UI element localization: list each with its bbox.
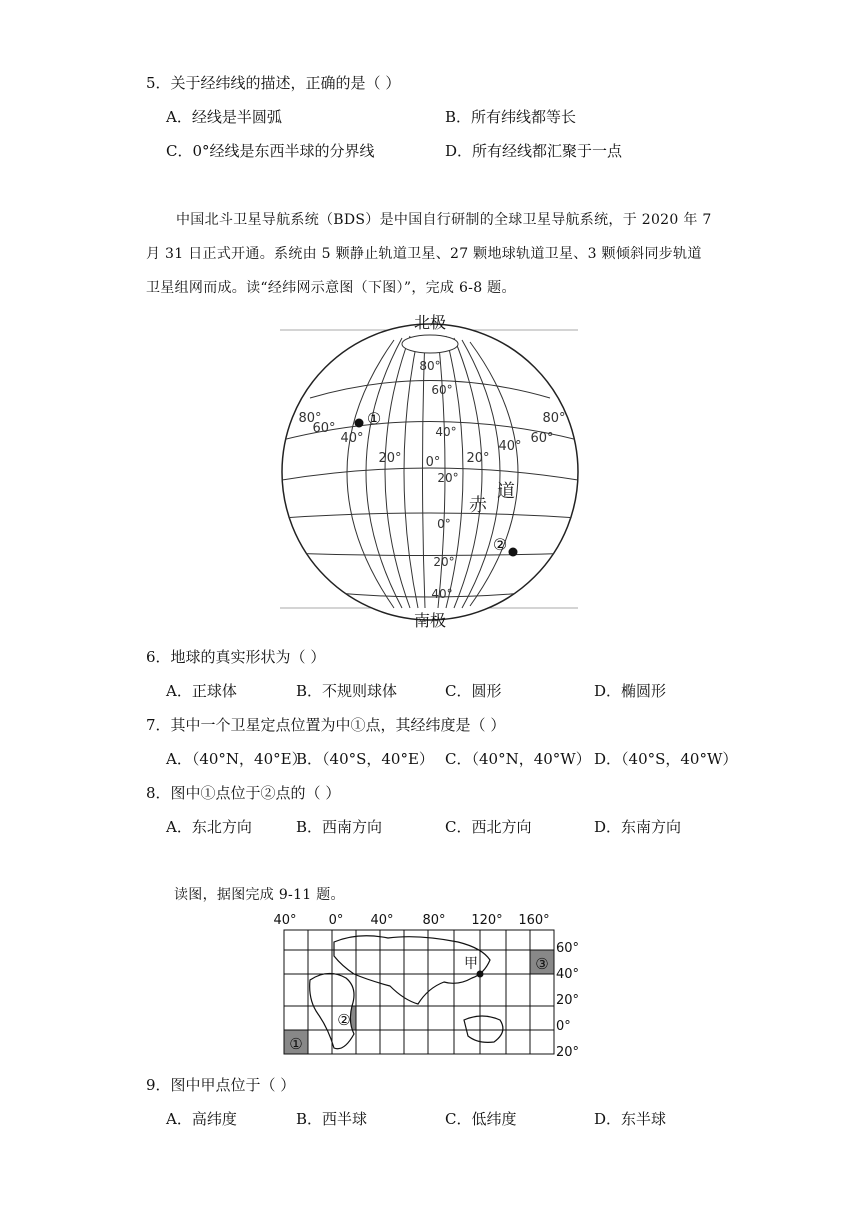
map-lon-label: 160°	[518, 913, 550, 928]
lat-label: 20°	[437, 471, 459, 485]
q7-option-d: D．（40°S，40°W）	[594, 750, 738, 768]
map-lat-label: 20°	[556, 993, 580, 1008]
q9-option-c: C．低纬度	[445, 1110, 517, 1128]
q8-option-b: B．西南方向	[296, 818, 383, 836]
south-pole-label: 南极	[413, 611, 447, 630]
passage-1-line-2: 月 31 日正式开通。系统由 5 颗静止轨道卫星、27 颗地球轨道卫星、3 颗倾斜同步轨道	[146, 246, 702, 262]
question-8-stem: 8．图中①点位于②点的（ ）	[146, 784, 341, 802]
question-6-stem: 6．地球的真实形状为（ ）	[146, 648, 326, 666]
equator-label-char: 道	[497, 481, 515, 502]
cell-3-label: ③	[535, 955, 549, 973]
map-lat-label: 40°	[556, 967, 580, 982]
passage-1-line-3: 卫星组网而成。读“经纬网示意图（下图）”，完成 6-8 题。	[146, 280, 516, 296]
q7-option-a: A．（40°N，40°E）	[166, 750, 307, 768]
map-lon-label: 40°	[370, 913, 394, 928]
q6-option-a: A．正球体	[166, 682, 237, 700]
point-1-label: ①	[366, 409, 382, 428]
lat-label: 40°	[431, 587, 453, 601]
lat-label: 60°	[431, 383, 453, 397]
equator-label-char: 赤	[469, 495, 487, 516]
cell-1-label: ①	[289, 1035, 303, 1053]
map-lon-label: 0°	[328, 913, 344, 928]
point-jia-label: 甲	[464, 956, 478, 972]
lon-label-east: 20°	[466, 451, 490, 466]
lon-label-east: 40°	[498, 439, 522, 454]
q9-option-a: A．高纬度	[166, 1110, 237, 1128]
q7-option-b: B．（40°S，40°E）	[296, 750, 434, 768]
map-lat-label: 20°	[556, 1045, 580, 1060]
point-2-marker	[509, 548, 518, 557]
world-grid-map-figure	[268, 908, 588, 1064]
passage-2: 读图，据图完成 9-11 题。	[174, 887, 345, 903]
passage-1-line-1: 中国北斗卫星导航系统（BDS）是中国自行研制的全球卫星导航系统，于 2020 年 7	[176, 212, 712, 228]
lon-label-west: 80°	[298, 411, 322, 426]
q9-option-d: D．东半球	[594, 1110, 667, 1128]
map-lat-label: 60°	[556, 941, 580, 956]
map-lon-label: 120°	[471, 913, 503, 928]
question-9-stem: 9．图中甲点位于（ ）	[146, 1076, 296, 1094]
lon-label-west: 20°	[378, 451, 402, 466]
map-lon-label: 80°	[422, 913, 446, 928]
q5-option-d: D．所有经线都汇聚于一点	[445, 142, 623, 160]
q5-option-a: A．经线是半圆弧	[166, 108, 282, 126]
point-1-marker	[355, 419, 364, 428]
lon-label-west: 40°	[340, 431, 364, 446]
lon-label-west: 60°	[312, 421, 336, 436]
australia-shape	[464, 1016, 503, 1042]
north-pole-label: 北极	[413, 313, 447, 332]
q8-option-d: D．东南方向	[594, 818, 682, 836]
q8-option-c: C．西北方向	[445, 818, 532, 836]
lat-label: 0°	[437, 517, 451, 531]
q6-option-b: B．不规则球体	[296, 682, 398, 700]
q8-option-a: A．东北方向	[166, 818, 252, 836]
lon-label-east: 80°	[542, 411, 566, 426]
q5-option-b: B．所有纬线都等长	[445, 108, 577, 126]
graticule-globe-figure	[270, 308, 590, 636]
map-lat-label: 0°	[556, 1019, 571, 1034]
q5-option-c: C．0°经线是东西半球的分界线	[166, 142, 375, 160]
cell-2-label: ②	[337, 1011, 351, 1029]
question-7-stem: 7．其中一个卫星定点位置为中①点，其经纬度是（ ）	[146, 716, 506, 734]
question-5-stem: 5．关于经纬线的描述，正确的是（ ）	[146, 74, 401, 92]
lat-label: 80°	[419, 359, 441, 373]
q6-option-d: D．椭圆形	[594, 682, 667, 700]
point-2-label: ②	[492, 535, 508, 554]
lat-label: 20°	[433, 555, 455, 569]
lon-label-east: 60°	[530, 431, 554, 446]
q9-option-b: B．西半球	[296, 1110, 368, 1128]
map-lon-label: 40°	[273, 913, 297, 928]
lon-label-center: 0°	[425, 455, 441, 470]
q7-option-c: C．（40°N，40°W）	[445, 750, 591, 768]
lat-label: 40°	[435, 425, 457, 439]
q6-option-c: C．圆形	[445, 682, 502, 700]
